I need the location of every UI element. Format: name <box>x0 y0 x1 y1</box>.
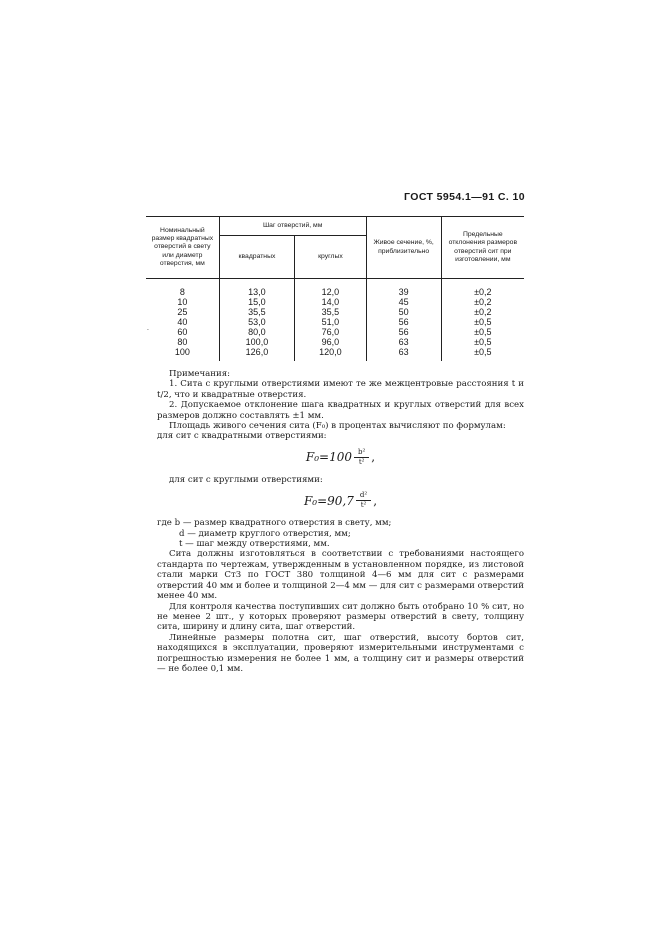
cell-round-pitch: 14,0 <box>295 297 366 307</box>
cell-round-pitch: 51,0 <box>295 317 366 327</box>
paragraph-manufacturing: Сита должны изготовляться в соответствии с требованиями настоящего стандарта по чертежам, утвержденным в установленном порядке, из листовой стали марки Ст3 по ГОСТ 380 толщиной 4—6 мм для сит с размерами отверстий 40 мм и более и толщиной 2—4 мм — для сит с размерами отверстий менее 40 мм. <box>157 549 524 602</box>
header-hole-pitch: Шаг отверстий, мм <box>219 217 366 236</box>
formula-square-lhs: F₀=100 <box>305 450 352 465</box>
cell-open-area: 56 <box>366 317 441 327</box>
cell-square-pitch: 126,0 <box>219 347 294 361</box>
formula-round <box>157 491 524 510</box>
header-round-pitch: круглых <box>295 236 366 279</box>
header-square-pitch: квадратных <box>219 236 294 279</box>
cell-size: 40 <box>177 317 188 327</box>
formula-square <box>157 448 524 467</box>
table-row <box>146 297 524 307</box>
cell-size: 100 <box>174 347 190 357</box>
formula-square-denominator: t² <box>358 457 365 466</box>
paragraph-open-area: Площадь живого сечения сита (F₀) в процентах вычисляют по формулам: <box>169 421 506 432</box>
cell-tolerance: ±0,2 <box>441 279 524 298</box>
note-2: 2. Допускаемое отклонение шага квадратных и круглых отверстий для всех размеров должно составлять ±1 мм. <box>157 400 524 421</box>
page-header: ГОСТ 5954.1—91 С. 10 <box>404 191 525 203</box>
sieve-spec-table <box>146 216 524 361</box>
cell-tolerance: ±0,2 <box>441 297 524 307</box>
variable-definitions <box>157 518 524 549</box>
cell-round-pitch: 35,5 <box>295 307 366 317</box>
cell-square-pitch: 80,0 <box>219 327 294 337</box>
formula-square-fraction <box>354 448 369 467</box>
cell-square-pitch: 13,0 <box>219 279 294 298</box>
paragraph-quality-control: Для контроля качества поступивших сит должно быть отобрано 10 % сит, но не менее 2 шт., у которых проверяют размеры отверстий в свету, толщину сита, ширину и длину сита, шаг отверстий. <box>157 601 524 633</box>
header-tolerance: Предельные отклонения размеров отверстий сит при изготовлении, мм <box>441 217 524 279</box>
header-open-area: Живое сечение, %, приблизительно <box>366 217 441 279</box>
formula-round-lhs: F₀=90,7 <box>303 493 354 508</box>
cell-size: 10 <box>177 297 188 307</box>
cell-round-pitch: 120,0 <box>295 347 366 361</box>
paragraph-square-sieves: для сит с квадратными отверстиями: <box>157 431 327 442</box>
table-row <box>146 327 524 337</box>
formula-round-fraction <box>356 491 371 510</box>
formula-square-comma: , <box>371 450 376 465</box>
table-row <box>146 347 524 361</box>
definition-t: t — шаг между отверстиями, мм. <box>179 539 330 550</box>
paragraph-measurement: Линейные размеры полотна сит, шаг отверстий, высоту бортов сит, находящихся в эксплуатации, проверяют измерительными инструментами с погрешностью измерения не более 1 мм, а толщину сит и размеры отверстий — не более 0,1 мм. <box>157 632 524 674</box>
cell-square-pitch: 53,0 <box>219 317 294 327</box>
cell-tolerance: ±0,5 <box>441 327 524 337</box>
cell-size: 60 <box>177 327 188 337</box>
cell-tolerance: ±0,5 <box>441 347 524 361</box>
cell-size: 80 <box>177 337 188 347</box>
cell-tolerance: ±0,2 <box>441 307 524 317</box>
formula-round-comma: , <box>373 493 378 508</box>
note-1: 1. Сита с круглыми отверстиями имеют те же межцентровые расстояния t и t/2, что и квадратные отверстия. <box>157 379 524 400</box>
body-text <box>157 369 524 674</box>
cell-tolerance: ±0,5 <box>441 337 524 347</box>
cell-open-area: 63 <box>366 337 441 347</box>
stray-mark: · <box>147 327 149 334</box>
cell-open-area: 50 <box>366 307 441 317</box>
cell-square-pitch: 100,0 <box>219 337 294 347</box>
paragraph-round-sieves: для сит с круглыми отверстиями: <box>169 474 323 485</box>
definition-d: d — диаметр круглого отверстия, мм; <box>179 528 351 539</box>
cell-square-pitch: 15,0 <box>219 297 294 307</box>
definition-b: где b — размер квадратного отверстия в свету, мм; <box>157 518 392 529</box>
cell-round-pitch: 76,0 <box>295 327 366 337</box>
cell-tolerance: ±0,5 <box>441 317 524 327</box>
formula-round-denominator: t² <box>360 501 367 510</box>
formula-round-numerator: d² <box>356 491 371 501</box>
cell-square-pitch: 35,5 <box>219 307 294 317</box>
table-row <box>146 337 524 347</box>
cell-round-pitch: 96,0 <box>295 337 366 347</box>
cell-open-area: 63 <box>366 347 441 361</box>
header-nominal-size: Номинальный размер квадратных отверстий в свету или диаметр отверстия, мм <box>146 217 219 279</box>
cell-size: 8 <box>179 287 185 297</box>
table-row <box>146 279 524 298</box>
table-row <box>146 317 524 327</box>
cell-size: 25 <box>177 307 188 317</box>
cell-round-pitch: 12,0 <box>295 279 366 298</box>
cell-open-area: 39 <box>366 279 441 298</box>
notes-title: Примечания: <box>169 369 231 379</box>
table-row <box>146 307 524 317</box>
cell-open-area: 45 <box>366 297 441 307</box>
cell-open-area: 56 <box>366 327 441 337</box>
formula-square-numerator: b² <box>354 448 369 458</box>
